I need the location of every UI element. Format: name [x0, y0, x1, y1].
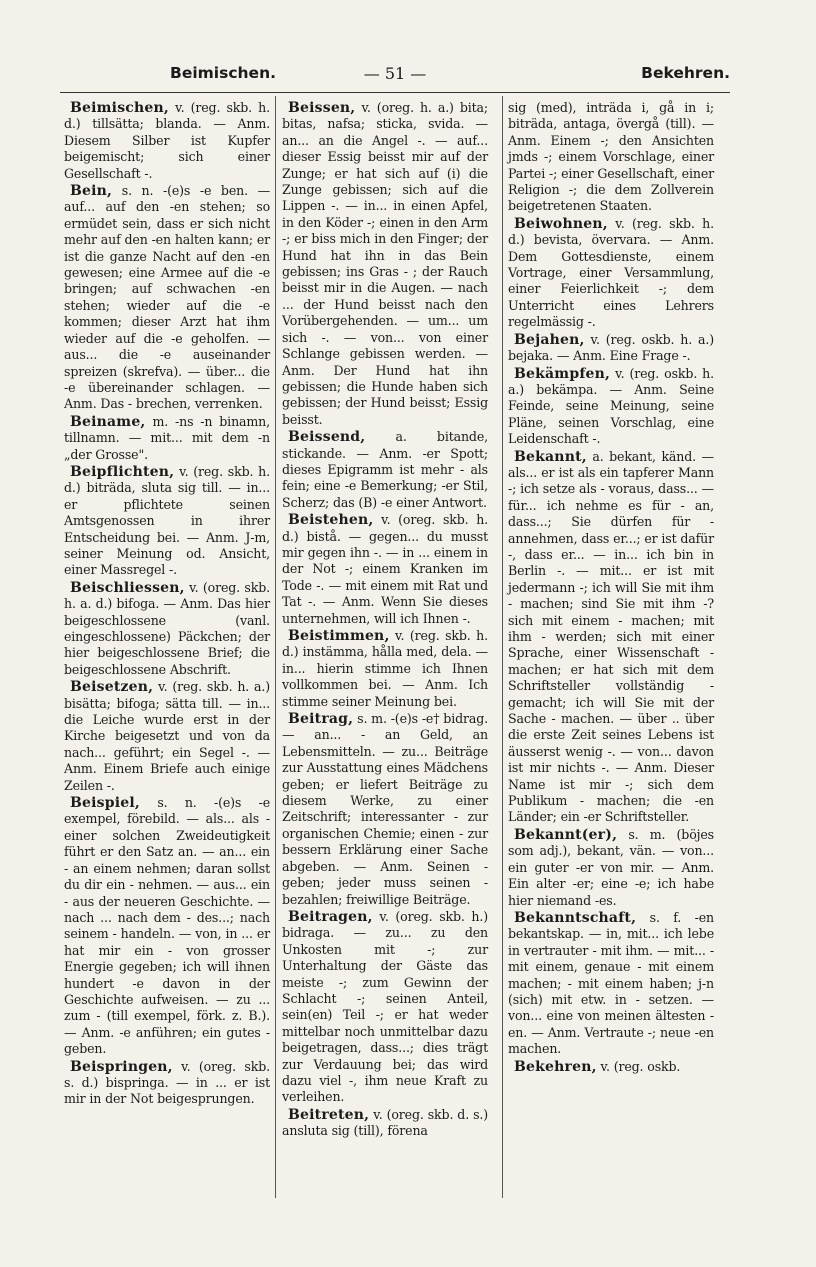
dictionary-entry — [64, 464, 270, 579]
dictionary-entry — [64, 679, 270, 794]
entry-headword: Beiname, — [70, 413, 146, 430]
dictionary-entry — [64, 183, 270, 413]
entry-definition: v. (reg. oskb. — [600, 1058, 681, 1074]
page-number: — 51 — — [363, 64, 427, 83]
entry-headword: Bekanntschaft, — [514, 909, 637, 926]
entry-headword: Bekehren, — [514, 1058, 597, 1075]
entry-definition: v. (oreg. h. a.) bita; bitas, nafsa; sticka, svida. — an... an die Angel -. — auf... dieser Essig beisst mir auf der Zunge; er hat sich auf (i) die Zunge gebissen; sich auf die Lippen -. — in... in einen Apfel, in den Köder -; einen in den Arm -; er biss mich in den Finger; der Hund hat ihn in das Bein gebissen; ins Gras - ; der Rauch beisst mir in die Augen. — nach ... der Hund beisst nach den Vorübergehenden. — um... um sich -. — von... von einer Schlange gebissen werden. — Anm. Der Hund hat ihn gebissen; die Hunde haben sich gebissen; der Hund beisst; Essig beisst. — [282, 100, 488, 427]
entry-headword: Beipflichten, — [70, 463, 175, 480]
entry-headword: Beiwohnen, — [514, 215, 608, 232]
entry-definition: v. (reg. skb. h. d.) biträda, sluta sig till. — in... er pflichtete seinen Amtsgenossen in ihrer Entscheidung bei. — Anm. J-m, seiner Meinung od. Ansicht, einer Massregel -. — [64, 463, 270, 578]
entry-headword: Bein, — [70, 183, 113, 200]
dictionary-entry — [282, 711, 488, 908]
entry-headword: Beitreten, — [288, 1106, 370, 1123]
dictionary-entry — [508, 1059, 714, 1075]
dictionary-entry — [508, 910, 714, 1058]
entry-headword: Beitragen, — [288, 908, 373, 925]
entry-headword: Beispiel, — [70, 795, 140, 812]
entry-definition: s. m. -(e)s -e† bidrag. — an... - an Geld, an Lebensmitteln. — zu... Beiträge zur Ausstattung eines Mädchens geben; er liefert Beiträge zu diesem Werke, zu einer Zeitschrift; interessanter - zur organischen Chemie; einen - zur bessern Erklärung einer Sache abgeben. — Anm. Seinen - geben; jeder muss seinen - bezahlen; freiwillige Beiträge. — [282, 711, 488, 907]
entry-definition: s. n. -(e)s -e exempel, förebild. — als... als - einer solchen Zweideutigkeit führt er den Satz an. — an... ein - an einem nehmen; daran sollst du dir ein - nehmen. — aus... ein - aus der neueren Geschichte. — nach ... nach dem - des...; nach seinem - handeln. — von, in ... er hat mir ein - von grosser Energie gegeben; ich will ihnen hundert -e davon in der Geschichte aufweisen. — zu ... zum - (till exempel, förk. z. B.). — Anm. -e anführen; ein gutes - geben. — [64, 795, 270, 1057]
entry-definition: v. (reg. skb. h. a.) bisätta; bifoga; sätta till. — in... die Leiche wurde erst in der Kirche beigesetzt und von da nach... geführt; ein Segel -. — Anm. Einem Briefe auch einige Zeilen -. — [64, 679, 270, 793]
entry-headword: Beissend, — [288, 429, 366, 446]
entry-headword: Beistimmen, — [288, 628, 390, 644]
dictionary-entry — [64, 1059, 270, 1108]
dictionary-entry — [508, 332, 714, 365]
entry-definition: s. f. -en bekantskap. — in, mit... ich lebe in vertrauter - mit ihm. — mit... - mit einem, genaue - mit einem machen; - mit einem haben; j-n (sich) mit etw. in - setzen. — von... eine von meinen ältesten -en. — Anm. Vertraute -; neue -en machen. — [508, 909, 714, 1057]
entry-headword: Beispringen, — [70, 1058, 173, 1075]
entry-definition: m. -ns -n binamn, tillnamn. — mit... mit dem -n „der Grosse". — [64, 413, 270, 462]
entry-definition: s. n. -(e)s -e ben. — auf... auf den -en stehen; so ermüdet sein, dass er sich nicht mehr auf den -en halten kann; er ist die ganze Nacht auf den -en gewesen; eine Armee auf die -e bringen; auf schwachen -en stehen; wieder auf die -e kommen; dieser Arzt hat ihm wieder auf die -e geholfen. — aus... die -e auseinander spreizen (skrefva). — über... die -e übereinander schlagen. — Anm. Das - brechen, verrenken. — [64, 183, 271, 412]
dictionary-entry — [64, 100, 270, 182]
entry-headword: Beistehen, — [288, 512, 374, 529]
entry-definition: v. (oreg. skb. s. d.) bispringa. — in ... er ist mir in der Not beigesprungen. — [64, 1058, 270, 1107]
entry-headword: Beisetzen, — [70, 679, 154, 696]
dictionary-entry — [282, 429, 488, 511]
entry-definition: v. (reg. skb. h. d.) instämma, hålla med, dela. — in... hierin stimme ich Ihnen vollkommen bei. — Anm. Ich stimme seiner Meinung bei. — [282, 628, 488, 709]
dictionary-entry — [508, 449, 714, 826]
dictionary-entry — [282, 909, 488, 1106]
entry-headword: Bejahen, — [514, 331, 585, 348]
page-header — [60, 64, 730, 90]
dictionary-entry — [508, 366, 714, 448]
entry-definition: v. (oreg. skb. h.) bidraga. — zu... zu den Unkosten mit -; zur Unterhaltung der Gäste das meiste -; zum Gewinn der Schlacht -; seinen Anteil, sein(en) Teil -; er hat weder mittelbar noch unmittelbar dazu beigetragen, dass...; dies trägt zur Verdauung bei; das wird dazu viel -, ihm neue Kraft zu verleihen. — [282, 908, 488, 1105]
dictionary-entry — [508, 216, 714, 331]
dictionary-entry — [282, 1107, 488, 1140]
dictionary-entry — [282, 628, 488, 710]
dictionary-entry — [282, 512, 488, 627]
header-rule — [60, 92, 730, 93]
dictionary-entry — [508, 100, 714, 215]
entry-definition: v. (oreg. skb. h. a. d.) bifoga. — Anm. Das hier beigeschlossene (vanl. eingeschlossene) Päckchen; der hier beigeschlossene Brief; die beigeschlossene Abschrift. — [64, 579, 270, 677]
dictionary-entry — [282, 100, 488, 428]
dictionary-entry — [64, 580, 270, 678]
entry-definition: s. m. (böjes som adj.), bekant, vän. — von... ein guter -er von mir. — Anm. Ein alter -er; eine -e; ich habe hier niemand -es. — [508, 826, 714, 908]
entry-definition: v. (oreg. skb. d. s.) ansluta sig (till), förena — [282, 1106, 489, 1139]
entry-definition: sig (med), inträda i, gå in i; biträda, antaga, övergå (till). — Anm. Einem -; den Ansichten jmds -; einem Vorschlage, einer Partei -; einer Gesellschaft, einer Religion -; die dem Zollverein beigetretenen Staaten. — [508, 100, 714, 214]
entry-headword: Beischliessen, — [70, 579, 185, 596]
entry-headword: Beitrag, — [288, 711, 354, 728]
dictionary-entry — [508, 827, 714, 909]
entry-headword: Bekannt, — [514, 448, 587, 465]
header-left-guideword: Beimischen. — [170, 64, 276, 82]
column-2 — [282, 100, 488, 1141]
column-divider — [502, 96, 503, 1198]
column-divider — [275, 96, 276, 1198]
entry-headword: Beimischen, — [70, 100, 169, 116]
entry-definition: v. (reg. oskb. h. a.) bejaka. — Anm. Eine Frage -. — [508, 331, 715, 364]
entry-headword: Bekämpfen, — [514, 365, 611, 382]
entry-headword: Beissen, — [288, 100, 356, 116]
column-1 — [64, 100, 270, 1109]
entry-definition: v. (reg. oskb. h. a.) bekämpa. — Anm. Seine Feinde, seine Meinung, seine Pläne, seinen Vorschlag, eine Leidenschaft -. — [508, 365, 714, 447]
entry-headword: Bekannt(er), — [514, 826, 618, 843]
entry-definition: v. (reg. skb. h. d.) tillsätta; blanda. — Anm. Diesem Silber ist Kupfer beigemischt; sich einer Gesellschaft -. — [64, 100, 270, 181]
entry-definition: v. (oreg. skb. h. d.) bistå. — gegen... du musst mir gegen ihn -. — in ... einem in der Not -; einem Kranken im Tode -. — mit einem mit Rat und Tat -. — Anm. Wenn Sie dieses unternehmen, will ich Ihnen -. — [282, 512, 489, 626]
entry-definition: v. (reg. skb. h. d.) bevista, övervara. — Anm. Dem Gottesdienste, einem Vortrage, einer Versammlung, einer Feierlichkeit -; dem Unterricht eines Lehrers regelmässig -. — [508, 215, 714, 330]
dictionary-entry — [64, 795, 270, 1058]
column-3 — [508, 100, 714, 1076]
header-right-guideword: Bekehren. — [641, 64, 730, 82]
entry-definition: a. bekant, känd. — als... er ist als ein tapferer Mann -; ich setze als - voraus, dass... — für... ich nehme es für - an, dass...; Sie dürfen für - annehmen, dass er...; er ist dafür -, dass er... — in... ich bin in Berlin -. — mit... er ist mit jedermann -; ich will Sie mit ihm - machen; sind Sie mit ihm -? sich mit einem - machen; mit ihm - werden; sich mit einer Sprache, einer Wissenschaft - machen; er hat sich mit dem Schriftsteller vollständig - gemacht; ich will Sie mit der Sache - machen. — über .. über die erste Zeit seines Lebens ist äusserst wenig -. — von... davon ist mir nichts -. — Anm. Dieser Name ist mir -; sich dem Publikum - machen; die -en Länder; ein -er Schriftsteller. — [508, 448, 714, 825]
dictionary-entry — [64, 414, 270, 463]
entry-definition: a. bitande, stickande. — Anm. -er Spott; dieses Epigramm ist mehr - als fein; eine -e Bemerkung; -er Stil, Scherz; das (B) -e einer Antwort. — [282, 429, 489, 510]
